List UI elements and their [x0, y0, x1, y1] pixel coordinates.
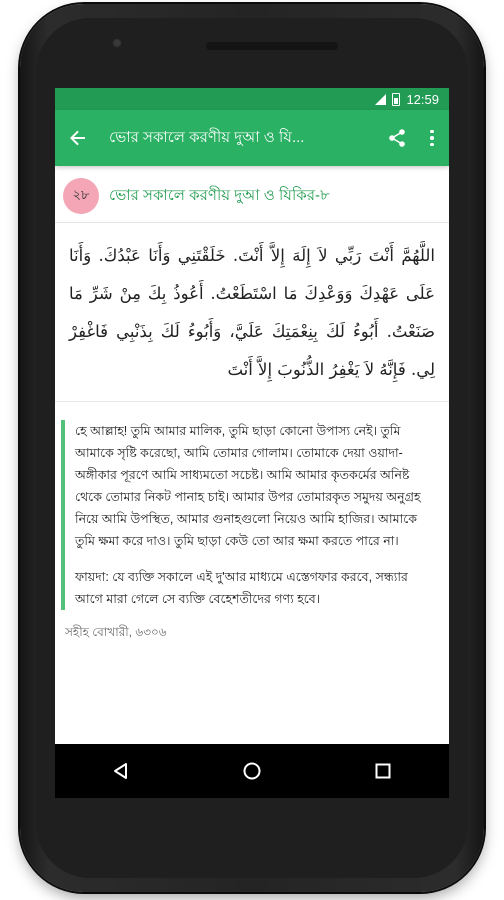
- status-bar: [55, 88, 449, 110]
- nav-recents-button[interactable]: [353, 744, 413, 798]
- arrow-back-icon: [69, 129, 87, 147]
- nav-recents-square-icon: [373, 761, 393, 781]
- nav-back-button[interactable]: [91, 744, 151, 798]
- earpiece-speaker: [206, 42, 338, 50]
- battery-icon: [392, 93, 400, 106]
- fayda-text: ফায়দা: যে ব্যক্তি সকালে এই দু'আর মাধ্যমে এস্তেগফার করবে, সন্ধ্যার আগে মারা গেলে সে ব্যক্তি বেহেশতীদের গণ্য হবে।: [75, 570, 408, 606]
- nav-home-button[interactable]: [222, 744, 282, 798]
- overflow-menu-dot: [430, 136, 434, 140]
- nav-back-triangle-icon: [111, 761, 131, 781]
- overflow-menu-icon: [430, 130, 434, 134]
- app-title: ভোর সকালে করণীয় দুআ ও যি...: [109, 128, 305, 146]
- dua-number-badge: ২৮: [63, 178, 99, 214]
- dua-heading-row: [55, 166, 449, 223]
- overflow-menu-button[interactable]: [415, 110, 449, 166]
- share-icon: [387, 128, 407, 148]
- device-screen: [55, 88, 449, 798]
- signal-icon: [375, 94, 386, 105]
- share-button[interactable]: [379, 110, 415, 166]
- arabic-text: اللَّهُمَّ أَنْتَ رَبِّي لاَ إِلَهَ إِلاَّ أَنْتَ. خَلَقْتَنِي وَأَنَا عَبْدُكَ. وَأَنَا عَلَى عَهْدِكَ وَوَعْدِكَ مَا اسْتَطَعْتُ. أَعُوذُ بِكَ مِنْ شَرِّ مَا صَنَعْتُ. أَبُوءُ لَكَ بِنِعْمَتِكَ عَلَيَّ، وَأَبُوءُ لَكَ بِذَنْبِي فَاغْفِرْ لِي. فَإِنَّهُ لاَ يَغْفِرُ الذُّنُوبَ إِلاَّ أَنْتَ: [55, 223, 449, 402]
- front-camera: [112, 38, 122, 48]
- back-button[interactable]: [55, 110, 101, 166]
- status-icons: [375, 92, 439, 107]
- system-nav-bar: [55, 744, 449, 798]
- dua-heading: ভোর সকালে করণীয় দুআ ও যিকির-৮: [109, 186, 330, 204]
- translation-text: হে আল্লাহ! তুমি আমার মালিক, তুমি ছাড়া কোনো উপাস্য নেই। তুমি আমাকে সৃষ্টি করেছো, আমি তোমার গোলাম। তোমাকে দেয়া ওয়াদা-অঙ্গীকার পূরণে আমি সাধ্যমতো সচেষ্ট। আমি আমার কৃতকর্মের অনিষ্ট থেকে তোমার নিকট পানাহ চাই। আমার উপর তোমারকৃত সমুদয় অনুগ্রহ নিয়ে আমি উপস্থিত, আমার গুনাহগুলো নিয়েও আমি হাজির। আমাকে তুমি ক্ষমা করে দাও। তুমি ছাড়া কেউ তো আর ক্ষমা করতে পারে না।: [75, 424, 421, 548]
- overflow-menu-dot: [430, 143, 434, 147]
- translation-block: [61, 420, 443, 610]
- hadith-source: সহীহ বোখারী, ৬৩০৬: [65, 625, 167, 639]
- nav-home-circle-icon: [242, 761, 262, 781]
- dua-content[interactable]: [55, 166, 449, 744]
- app-bar: [55, 110, 449, 166]
- status-time: 12:59: [406, 91, 439, 107]
